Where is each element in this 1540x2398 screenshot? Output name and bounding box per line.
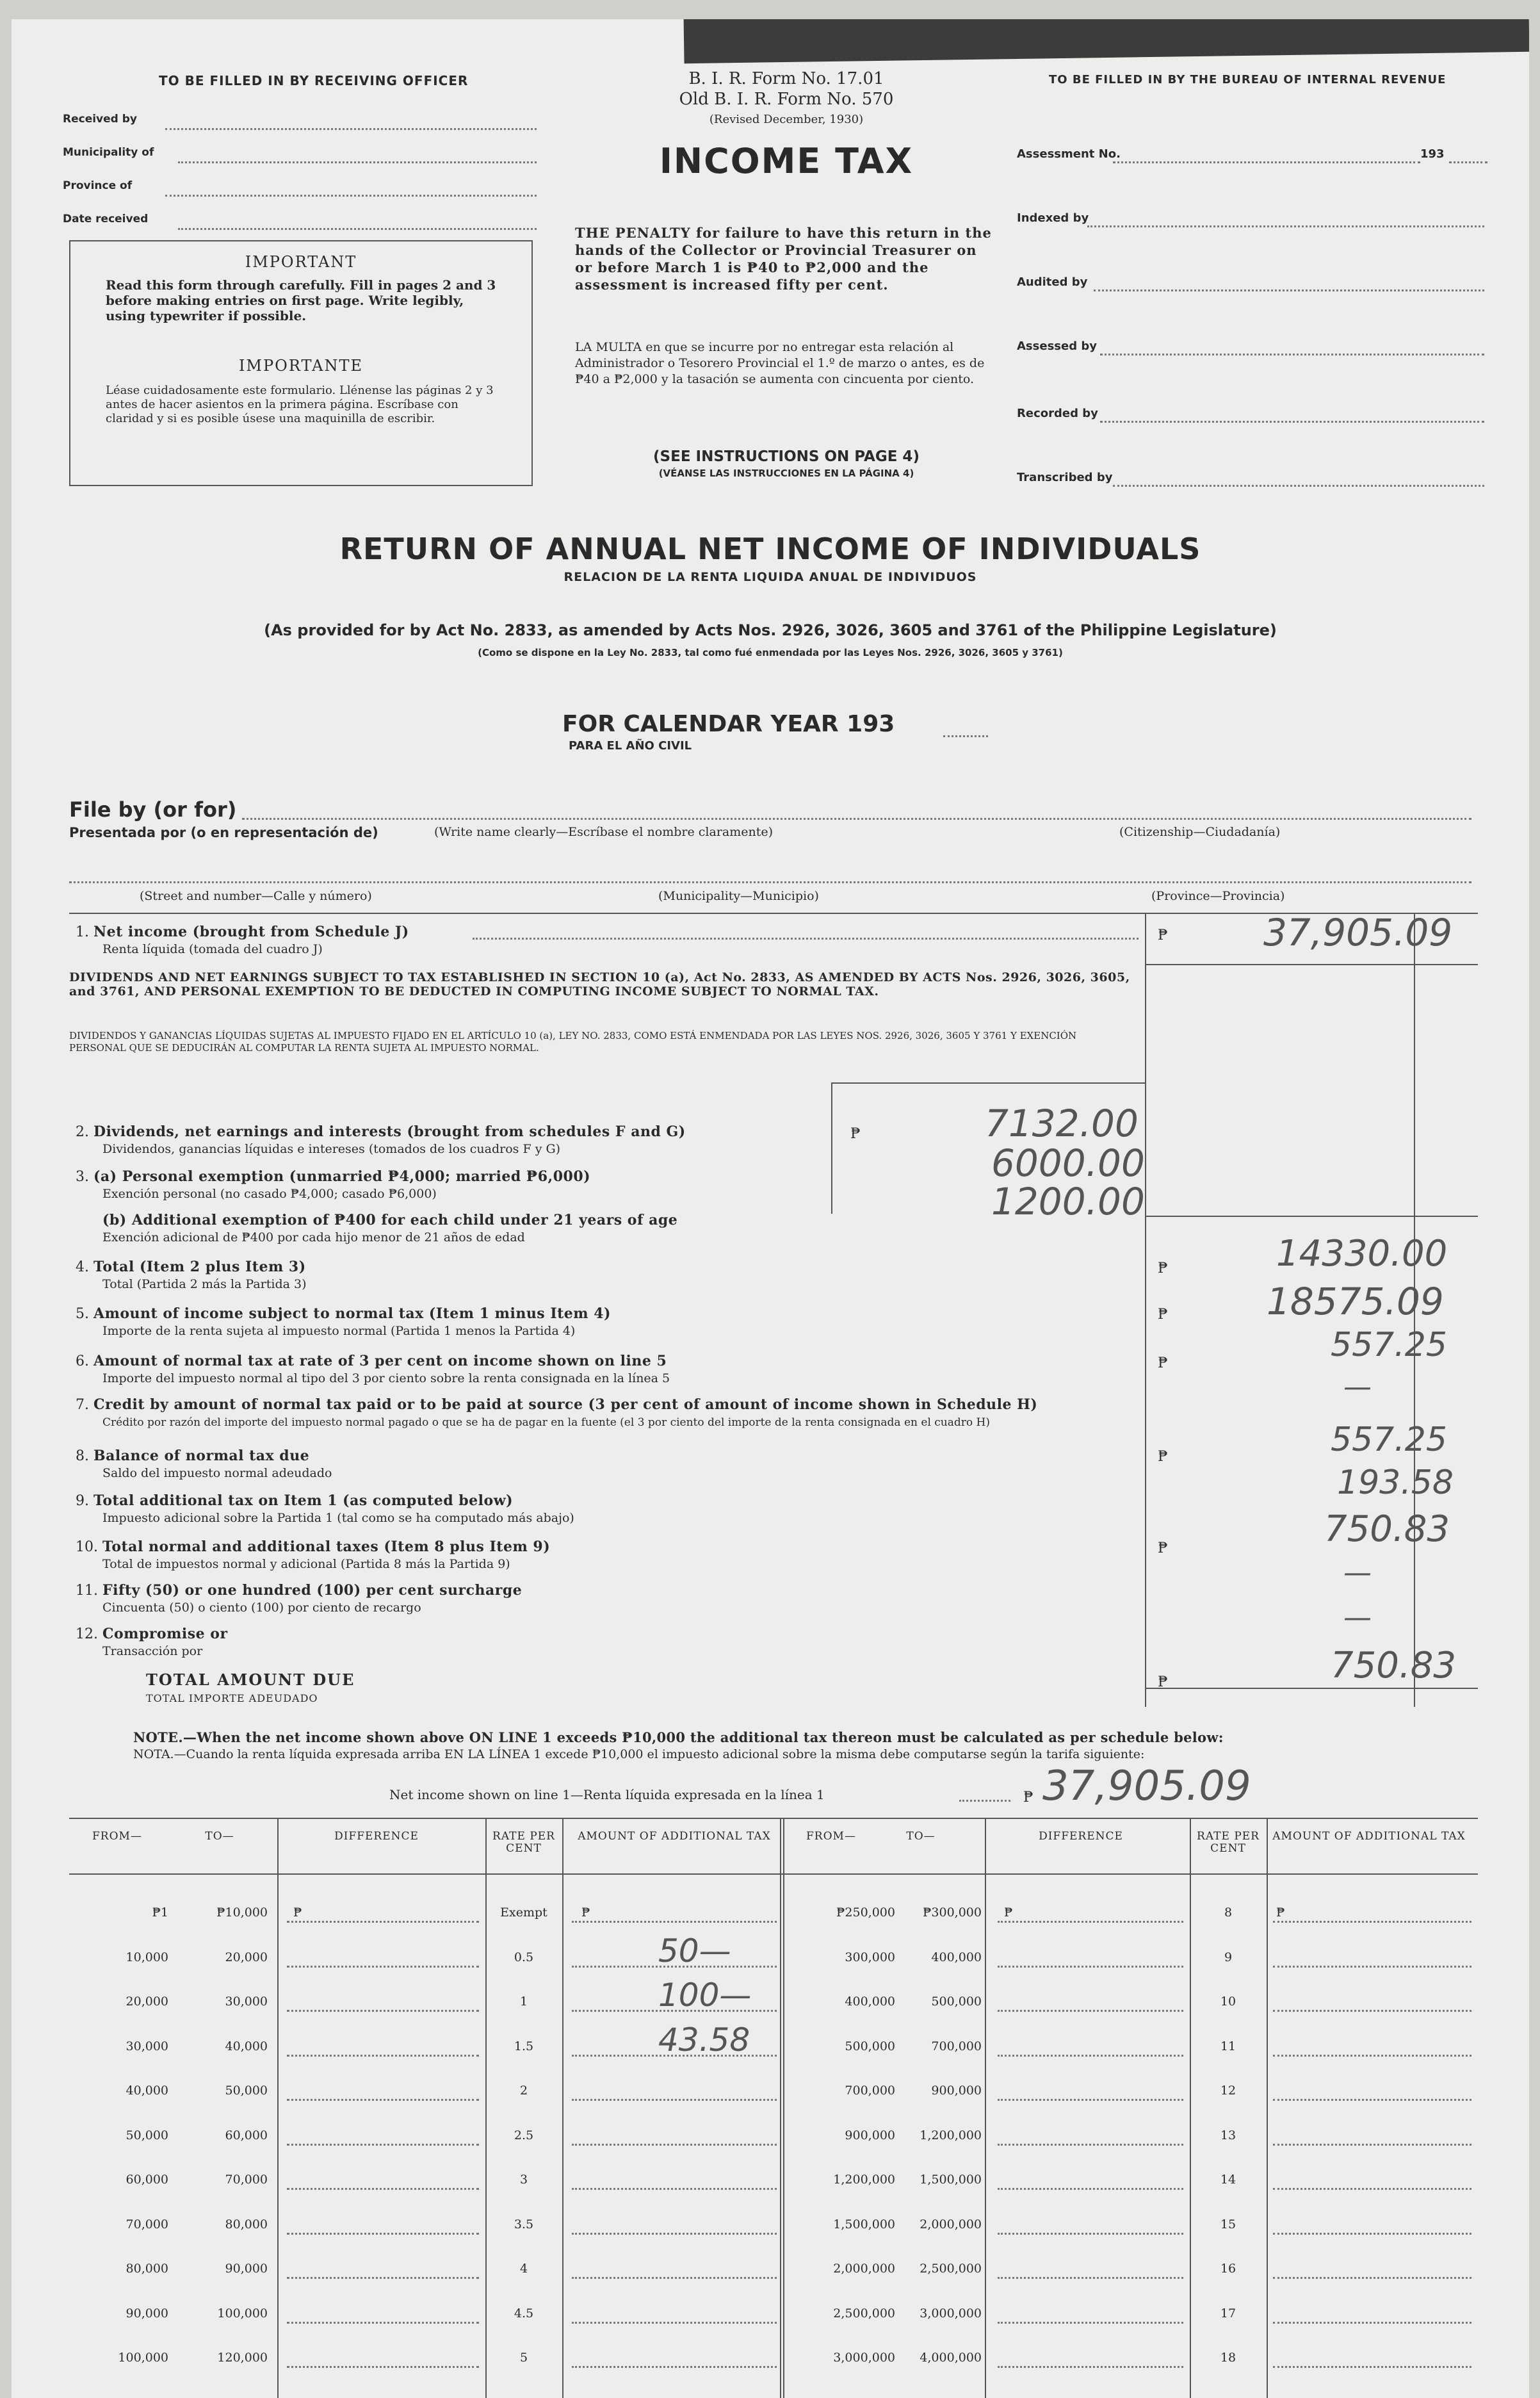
item-6-number: 6. bbox=[76, 1353, 89, 1369]
total-label-es: TOTAL IMPORTE ADEUDADO bbox=[146, 1692, 318, 1704]
item-3a bbox=[76, 1168, 590, 1202]
penalty-spanish: LA MULTA en que se incurre por no entregar esta relación al Administrador o Tesorero Provincial el 1.º de marzo o antes, es de ₱40 a ₱2,000 y la tasación se aumenta con cincuenta por ciento. bbox=[575, 340, 985, 386]
schedule-right-to: ₱300,000 bbox=[923, 1905, 982, 1920]
item-2-number: 2. bbox=[76, 1124, 89, 1140]
schedule-right-to: 4,000,000 bbox=[920, 2351, 982, 2365]
municipality-hint: (Municipality—Municipio) bbox=[658, 889, 819, 903]
schedule-right-to: 400,000 bbox=[931, 1950, 982, 1964]
item-7-label-es: Crédito por razón del importe del impuesto normal pagado o que se ha de pagar en la fuente (el 3 por ciento del importe de la renta consignada en el cuadro H) bbox=[102, 1416, 990, 1429]
item-12-number: 12. bbox=[76, 1626, 98, 1642]
schedule-right-to: 700,000 bbox=[931, 2039, 982, 2053]
left-header-0: FROM— bbox=[92, 1830, 142, 1843]
schedule-right-rate: 15 bbox=[1220, 2217, 1236, 2231]
schedule-right-rate: 10 bbox=[1220, 1994, 1236, 2009]
schedule-left-rate: 4.5 bbox=[514, 2306, 534, 2321]
schedule-left-from: 40,000 bbox=[126, 2084, 168, 2098]
revised-date: (Revised December, 1930) bbox=[709, 113, 864, 126]
item-2-label-es: Dividendos, ganancias líquidas e intereses (tomados de los cuadros F y G) bbox=[102, 1142, 561, 1156]
item-12-label-es: Transacción por bbox=[102, 1644, 203, 1658]
item-8-peso: ₱ bbox=[1158, 1449, 1168, 1465]
filer-name-line[interactable] bbox=[242, 818, 1471, 820]
item-5-value[interactable]: 18575.09 bbox=[1267, 1280, 1444, 1323]
schedule-left-rate: 1 bbox=[519, 1994, 528, 2009]
recorded-by-label: Recorded by bbox=[1017, 407, 1098, 420]
importante-title: IMPORTANTE bbox=[238, 357, 364, 375]
schedule-right-from: ₱250,000 bbox=[836, 1905, 895, 1920]
schedule-right-from: 500,000 bbox=[845, 2039, 895, 2053]
item-1-number: 1. bbox=[76, 924, 89, 940]
schedule-right-from: 700,000 bbox=[845, 2084, 895, 2098]
schedule-left-from: 100,000 bbox=[118, 2351, 168, 2365]
return-title-es: RELACION DE LA RENTA LIQUIDA ANUAL DE INDIVIDUOS bbox=[563, 570, 977, 584]
schedule-right-to: 1,200,000 bbox=[920, 2128, 982, 2142]
schedule-right-from: 2,500,000 bbox=[833, 2306, 895, 2321]
note-spanish: NOTA.—Cuando la renta líquida expresada arriba EN LA LÍNEA 1 excede ₱10,000 el impuesto adicional sobre la misma debe computarse según la tarifa siguiente: bbox=[133, 1747, 1145, 1761]
schedule-left-rate: 4 bbox=[519, 2262, 528, 2276]
item-6-label: Amount of normal tax at rate of 3 per cent on income shown on line 5 bbox=[93, 1353, 667, 1369]
municipality-label: Municipality of bbox=[63, 146, 154, 159]
return-title: RETURN OF ANNUAL NET INCOME OF INDIVIDUALS bbox=[339, 532, 1201, 566]
schedule-right-to: 3,000,000 bbox=[920, 2306, 982, 2321]
schedule-right-to: 500,000 bbox=[931, 1994, 982, 2009]
schedule-left-to: 30,000 bbox=[225, 1994, 268, 2009]
item-8-label-es: Saldo del impuesto normal adeudado bbox=[102, 1466, 332, 1480]
item-3b bbox=[76, 1212, 677, 1246]
penalty-english: THE PENALTY for failure to have this return in the hands of the Collector or Provincial Treasurer on or before March 1 is ₱40 to ₱2,000 and the assessment is increased fifty per cent. bbox=[575, 225, 992, 293]
received-by-label: Received by bbox=[63, 113, 138, 126]
item-9-label: Total additional tax on Item 1 (as computed below) bbox=[93, 1492, 514, 1509]
item-5-label: Amount of income subject to normal tax (Item 1 minus Item 4) bbox=[93, 1305, 611, 1322]
schedule-right-to: 900,000 bbox=[931, 2084, 982, 2098]
calendar-year-es: PARA EL AÑO CIVIL bbox=[569, 739, 692, 753]
right-header-4: AMOUNT OF ADDITIONAL TAX bbox=[1272, 1830, 1466, 1843]
dividends-note: DIVIDENDS AND NET EARNINGS SUBJECT TO TAX ESTABLISHED IN SECTION 10 (a), Act No. 2833, AS AMENDED BY ACTS Nos. 2926, 3026, 3605, and 3761, AND PERSONAL EXEMPTION TO BE DEDUCTED IN COMPUTING INCOME SUBJECT TO NORMAL TAX. bbox=[69, 970, 1130, 999]
item-11 bbox=[76, 1582, 522, 1616]
see-instructions: (SEE INSTRUCTIONS ON PAGE 4) bbox=[653, 448, 920, 465]
schedule-left-rate: 5 bbox=[519, 2351, 528, 2365]
schedule-right-from: 3,000,000 bbox=[833, 2351, 895, 2365]
item-6 bbox=[76, 1353, 670, 1387]
item-1-peso: ₱ bbox=[1158, 927, 1168, 943]
item-3a-label-es: Exención personal (no casado ₱4,000; casado ₱6,000) bbox=[102, 1187, 437, 1201]
schedule-left-from: 80,000 bbox=[126, 2262, 168, 2276]
item-7-label: Credit by amount of normal tax paid or to be paid at source (3 per cent of amount of income shown in Schedule H) bbox=[93, 1396, 1038, 1413]
item-4 bbox=[76, 1259, 307, 1293]
schedule-right-rate: 11 bbox=[1220, 2039, 1236, 2053]
calendar-year: FOR CALENDAR YEAR 193 bbox=[562, 711, 895, 737]
schedule-left-tax-amount[interactable]: 43.58 bbox=[658, 2021, 750, 2059]
item-4-peso: ₱ bbox=[1158, 1260, 1168, 1276]
item-1-label-es: Renta líquida (tomada del cuadro J) bbox=[102, 942, 323, 956]
assessed-by-label: Assessed by bbox=[1017, 339, 1097, 353]
schedule-left-to: 80,000 bbox=[225, 2217, 268, 2231]
schedule-left-to: ₱10,000 bbox=[216, 1905, 268, 1920]
item-7-number: 7. bbox=[76, 1397, 89, 1413]
total-label: TOTAL AMOUNT DUE bbox=[146, 1670, 355, 1689]
schedule-left-to: 100,000 bbox=[217, 2306, 268, 2321]
item-10-peso: ₱ bbox=[1158, 1540, 1168, 1556]
net-income-line: Net income shown on line 1—Renta líquida expresada en la línea 1 bbox=[389, 1787, 825, 1802]
schedule-right-to: 2,000,000 bbox=[920, 2217, 982, 2231]
schedule-right-from: 1,200,000 bbox=[833, 2173, 895, 2187]
item-8-number: 8. bbox=[76, 1448, 89, 1464]
item-3a-value[interactable]: 6000.00 bbox=[991, 1141, 1145, 1185]
schedule-left-from: 20,000 bbox=[126, 1994, 168, 2009]
schedule-right-rate: 14 bbox=[1220, 2173, 1236, 2187]
item-1-label: Net income (brought from Schedule J) bbox=[93, 924, 409, 940]
old-form-number: Old B. I. R. Form No. 570 bbox=[679, 90, 894, 109]
schedule-left-rate: Exempt bbox=[500, 1905, 547, 1920]
right-header-0: FROM— bbox=[806, 1830, 856, 1843]
transcribed-by-label: Transcribed by bbox=[1017, 471, 1113, 484]
file-by-label: File by (or for) bbox=[69, 797, 237, 822]
item-2 bbox=[76, 1123, 686, 1157]
item-6-label-es: Importe del impuesto normal al tipo del 3 por ciento sobre la renta consignada en la línea 5 bbox=[102, 1371, 670, 1385]
schedule-left-rate: 0.5 bbox=[514, 1950, 534, 1964]
important-title: IMPORTANT bbox=[245, 253, 357, 271]
indexed-by-label: Indexed by bbox=[1017, 211, 1089, 225]
left-header-4: AMOUNT OF ADDITIONAL TAX bbox=[578, 1830, 771, 1843]
assessment-no-label: Assessment No. bbox=[1017, 147, 1121, 161]
schedule-right-from: 900,000 bbox=[845, 2128, 895, 2142]
schedule-right-from: 2,000,000 bbox=[833, 2262, 895, 2276]
item-5-label-es: Importe de la renta sujeta al impuesto normal (Partida 1 menos la Partida 4) bbox=[102, 1324, 576, 1338]
bureau-year: 193 bbox=[1420, 147, 1445, 161]
schedule-left-to: 50,000 bbox=[225, 2084, 268, 2098]
receiving-fields bbox=[63, 102, 154, 236]
item-6-value[interactable]: 557.25 bbox=[1331, 1326, 1447, 1364]
item-11-value[interactable]: — bbox=[1343, 1556, 1372, 1589]
item-11-number: 11. bbox=[76, 1583, 98, 1599]
schedule-left-to: 120,000 bbox=[217, 2351, 268, 2365]
item-9-label-es: Impuesto adicional sobre la Partida 1 (tal como se ha computado más abajo) bbox=[102, 1511, 574, 1525]
note-english: NOTE.—When the net income shown above ON LINE 1 exceeds ₱10,000 the additional tax thereon must be calculated as per schedule below: bbox=[133, 1729, 1224, 1745]
item-1 bbox=[76, 924, 409, 958]
date-received-label: Date received bbox=[63, 213, 149, 225]
left-header-2: DIFFERENCE bbox=[334, 1830, 419, 1843]
schedule-left-from: 50,000 bbox=[126, 2128, 168, 2142]
item-7-value[interactable]: — bbox=[1343, 1371, 1372, 1403]
schedule-right-peso: ₱ bbox=[1004, 1905, 1013, 1920]
audited-by-label: Audited by bbox=[1017, 275, 1088, 289]
schedule-left-to: 20,000 bbox=[225, 1950, 268, 1964]
schedule-right-rate: 17 bbox=[1220, 2306, 1236, 2321]
item-5-peso: ₱ bbox=[1158, 1307, 1168, 1323]
item-10 bbox=[76, 1538, 550, 1572]
form-number: B. I. R. Form No. 17.01 bbox=[688, 69, 884, 88]
schedule-left-tax-amount[interactable]: 100— bbox=[658, 1977, 752, 2014]
item-3b-label-es: Exención adicional de ₱400 por cada hijo menor de 21 años de edad bbox=[102, 1230, 525, 1244]
item-10-value[interactable]: 750.83 bbox=[1324, 1508, 1450, 1550]
schedule-left-from: 30,000 bbox=[126, 2039, 168, 2053]
schedule-right-from: 300,000 bbox=[845, 1950, 895, 1964]
item-3a-label: (a) Personal exemption (unmarried ₱4,000; married ₱6,000) bbox=[93, 1168, 591, 1185]
schedule-left-peso: ₱ bbox=[293, 1905, 302, 1920]
schedule-left-tax-peso: ₱ bbox=[581, 1905, 590, 1920]
schedule-right-tax-peso: ₱ bbox=[1276, 1905, 1285, 1920]
schedule-right-from: 1,500,000 bbox=[833, 2217, 895, 2231]
item-8-value[interactable]: 557.25 bbox=[1331, 1421, 1447, 1459]
acts-provision: (As provided for by Act No. 2833, as amended by Acts Nos. 2926, 3026, 3605 and 3761 of the Philippine Legislature) bbox=[264, 621, 1277, 639]
item-9-number: 9. bbox=[76, 1493, 89, 1509]
address-line[interactable] bbox=[69, 881, 1471, 883]
item-4-number: 4. bbox=[76, 1259, 89, 1275]
schedule-right-to: 1,500,000 bbox=[920, 2173, 982, 2187]
item-4-label-es: Total (Partida 2 más la Partida 3) bbox=[102, 1277, 307, 1291]
bureau-title: TO BE FILLED IN BY THE BUREAU OF INTERNAL REVENUE bbox=[1049, 73, 1447, 86]
item-6-peso: ₱ bbox=[1158, 1355, 1168, 1371]
item-4-label: Total (Item 2 plus Item 3) bbox=[93, 1259, 306, 1275]
schedule-left-to: 70,000 bbox=[225, 2173, 268, 2187]
total-value[interactable]: 750.83 bbox=[1331, 1645, 1456, 1686]
file-by-label-es: Presentada por (o en representación de) bbox=[69, 825, 378, 840]
dividends-note-es: DIVIDENDOS Y GANANCIAS LÍQUIDAS SUJETAS AL IMPUESTO FIJADO EN EL ARTÍCULO 10 (a), LEY NO. 2833, COMO ESTÁ ENMENDADA POR LAS LEYES NOS. 2926, 3026, 3605 Y 3761 Y EXENCIÓN PERSONAL QUE SE DEDUCIRÁN AL COMPUTAR LA RENTA SUJETA AL IMPUESTO NORMAL. bbox=[69, 1030, 1077, 1054]
item-12-value[interactable]: — bbox=[1343, 1601, 1372, 1634]
item-2-peso: ₱ bbox=[850, 1126, 861, 1142]
item-11-label-es: Cincuenta (50) o ciento (100) por ciento de recargo bbox=[102, 1601, 421, 1615]
schedule-left-rate: 1.5 bbox=[514, 2039, 534, 2053]
schedule-left-from: 10,000 bbox=[126, 1950, 168, 1964]
tax-form-page bbox=[12, 19, 1529, 2398]
schedule-right-to: 2,500,000 bbox=[920, 2262, 982, 2276]
schedule-left-rate: 2 bbox=[519, 2084, 528, 2098]
item-9 bbox=[76, 1492, 574, 1526]
item-10-label: Total normal and additional taxes (Item 8 plus Item 9) bbox=[102, 1538, 551, 1555]
item-10-number: 10. bbox=[76, 1539, 98, 1555]
item-12-label: Compromise or bbox=[102, 1626, 228, 1642]
schedule-left-from: 70,000 bbox=[126, 2217, 168, 2231]
schedule-left-rate: 3.5 bbox=[514, 2217, 534, 2231]
schedule-left-rate: 3 bbox=[519, 2173, 528, 2187]
item-3-number: 3. bbox=[76, 1169, 89, 1185]
schedule-left-from: 60,000 bbox=[126, 2173, 168, 2187]
see-instructions-es: (VÉANSE LAS INSTRUCCIONES EN LA PÁGINA 4) bbox=[658, 468, 914, 479]
item-11-label: Fifty (50) or one hundred (100) per cent surcharge bbox=[102, 1582, 523, 1599]
item-12 bbox=[76, 1626, 228, 1660]
schedule-right-rate: 12 bbox=[1220, 2084, 1236, 2098]
item-8 bbox=[76, 1448, 332, 1481]
importante-text: Léase cuidadosamente este formulario. Llénense las páginas 2 y 3 antes de hacer asientos en la primera página. Escríbase con claridad y si es posible úsese una maquinilla de escribir. bbox=[106, 384, 494, 425]
item-5 bbox=[76, 1305, 611, 1339]
item-5-number: 5. bbox=[76, 1306, 89, 1322]
item-9-value[interactable]: 193.58 bbox=[1337, 1464, 1454, 1502]
schedule-left-to: 90,000 bbox=[225, 2262, 268, 2276]
item-10-label-es: Total de impuestos normal y adicional (Partida 8 más la Partida 9) bbox=[102, 1557, 510, 1571]
net-income-peso: ₱ bbox=[1023, 1790, 1033, 1806]
schedule-right-rate: 16 bbox=[1220, 2262, 1236, 2276]
right-header-3: RATE PER CENT bbox=[1197, 1830, 1260, 1855]
right-header-1: TO— bbox=[906, 1830, 936, 1843]
schedule-right-rate: 18 bbox=[1220, 2351, 1236, 2365]
schedule-left-tax-amount[interactable]: 50— bbox=[658, 1932, 731, 1970]
name-hint: (Write name clearly—Escríbase el nombre claramente) bbox=[434, 825, 773, 839]
schedule-left-from: ₱1 bbox=[152, 1905, 168, 1920]
item-2-label: Dividends, net earnings and interests (brought from schedules F and G) bbox=[93, 1123, 686, 1140]
province-label: Province of bbox=[63, 179, 133, 192]
item-8-label: Balance of normal tax due bbox=[93, 1448, 310, 1464]
schedule-left-rate: 2.5 bbox=[514, 2128, 534, 2142]
receiving-officer-title: TO BE FILLED IN BY RECEIVING OFFICER bbox=[159, 73, 469, 88]
schedule-right-rate: 13 bbox=[1220, 2128, 1236, 2142]
item-3b-label: (b) Additional exemption of ₱400 for each child under 21 years of age bbox=[102, 1212, 678, 1228]
item-7 bbox=[76, 1396, 1151, 1430]
important-text: Read this form through carefully. Fill in pages 2 and 3 before making entries on first page. Write legibly, using typewriter if possible. bbox=[106, 277, 496, 323]
income-tax-title: INCOME TAX bbox=[659, 141, 914, 181]
schedule-left-from: 90,000 bbox=[126, 2306, 168, 2321]
schedule-left-to: 40,000 bbox=[225, 2039, 268, 2053]
item-4-value[interactable]: 14330.00 bbox=[1276, 1233, 1448, 1275]
important-box bbox=[69, 240, 533, 486]
item-2-value[interactable]: 7132.00 bbox=[985, 1102, 1139, 1145]
acts-provision-es: (Como se dispone en la Ley No. 2833, tal como fué enmendada por las Leyes Nos. 2926, 3026, 3605 y 3761) bbox=[478, 647, 1063, 658]
net-income-value[interactable]: 37,905.09 bbox=[1042, 1763, 1251, 1810]
total-peso: ₱ bbox=[1158, 1674, 1168, 1690]
left-header-3: RATE PER CENT bbox=[492, 1830, 555, 1855]
right-header-2: DIFFERENCE bbox=[1039, 1830, 1123, 1843]
province-hint: (Province—Provincia) bbox=[1151, 889, 1285, 903]
street-hint: (Street and number—Calle y número) bbox=[140, 889, 372, 903]
schedule-right-rate: 9 bbox=[1224, 1950, 1233, 1964]
item-3b-value[interactable]: 1200.00 bbox=[991, 1180, 1145, 1223]
schedule-right-from: 400,000 bbox=[845, 1994, 895, 2009]
total-amount-due bbox=[146, 1672, 355, 1707]
left-header-1: TO— bbox=[205, 1830, 234, 1843]
schedule-right-rate: 8 bbox=[1224, 1905, 1233, 1920]
item-1-value[interactable]: 37,905.09 bbox=[1263, 911, 1453, 954]
citizenship-hint: (Citizenship—Ciudadanía) bbox=[1119, 825, 1281, 839]
schedule-left-to: 60,000 bbox=[225, 2128, 268, 2142]
